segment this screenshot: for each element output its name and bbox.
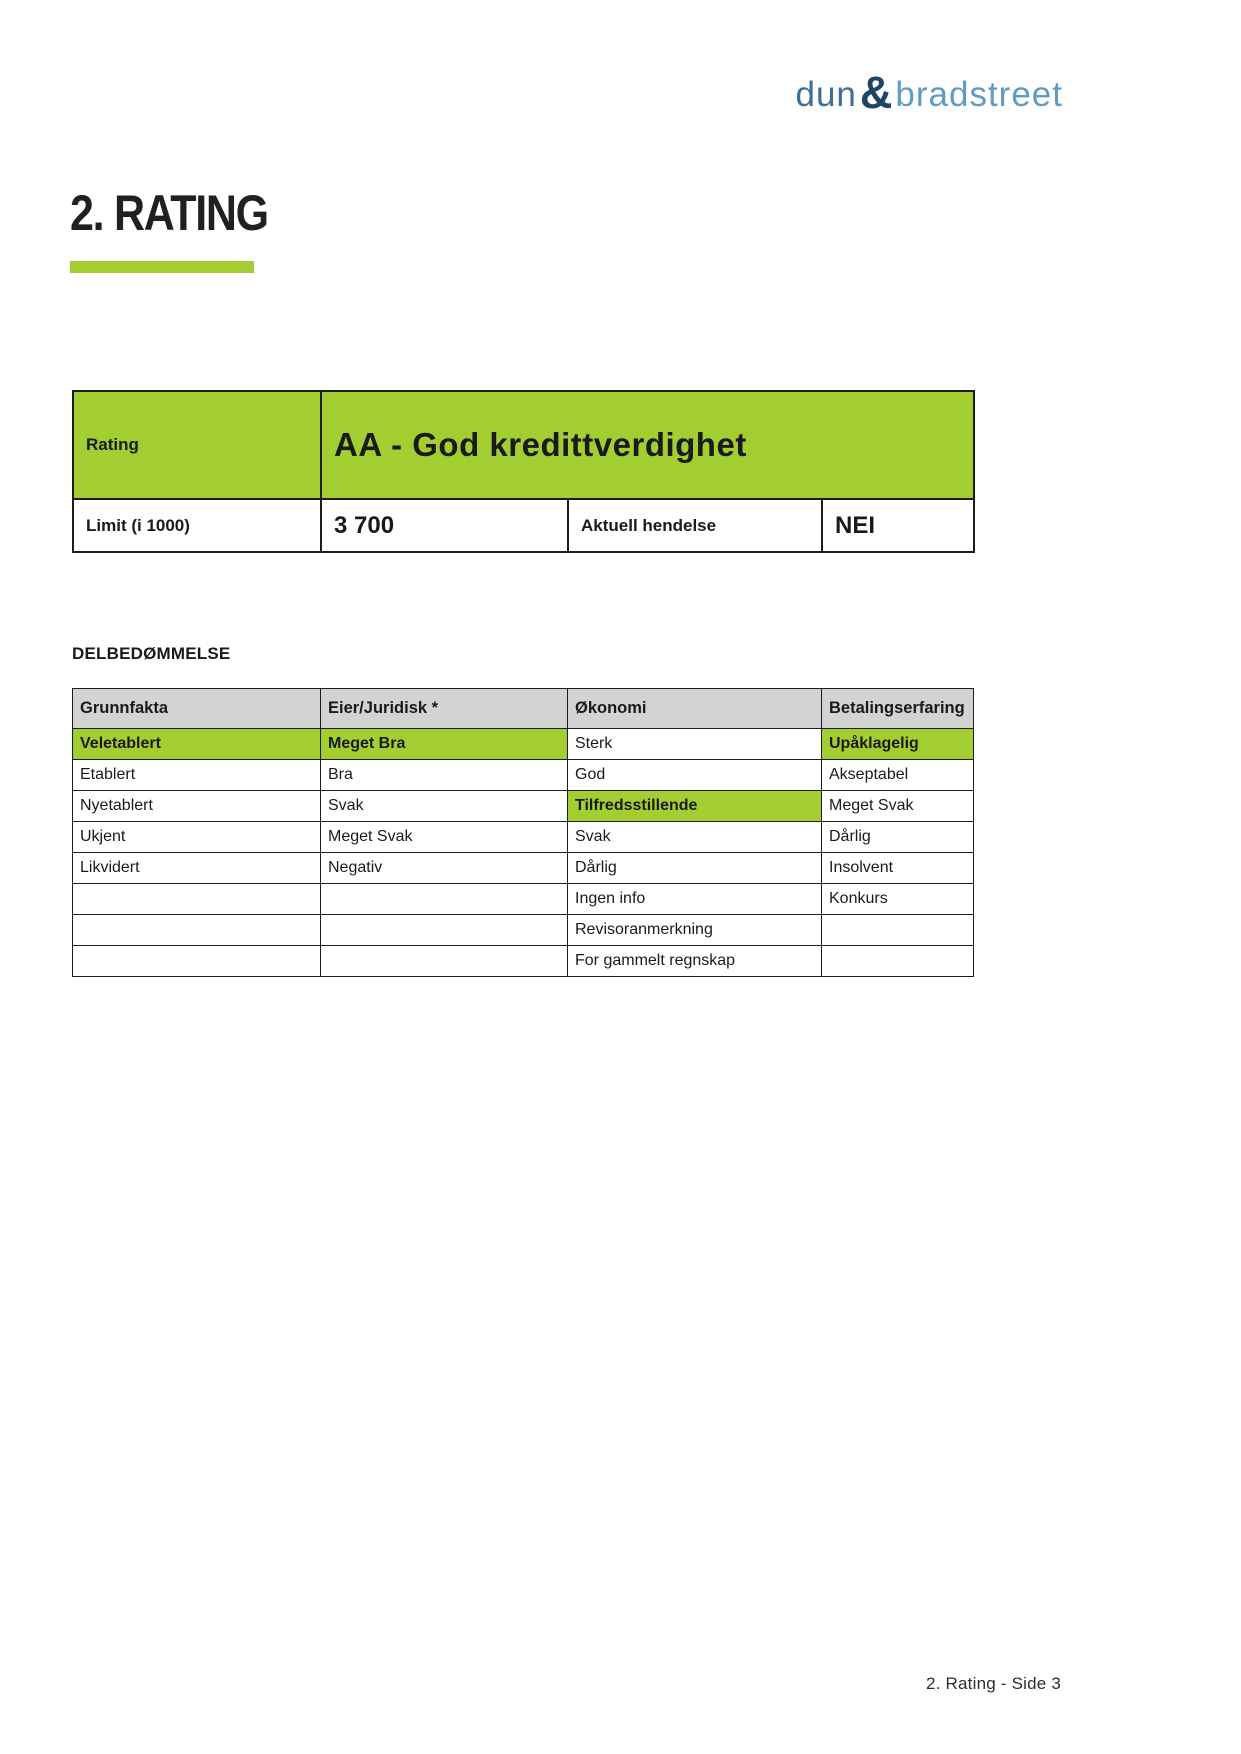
table-cell: Meget Svak: [822, 791, 974, 822]
column-header: Økonomi: [568, 689, 822, 729]
table-cell: Meget Svak: [321, 822, 568, 853]
rating-summary-table: [72, 390, 975, 553]
column-header: Betalingserfaring: [822, 689, 974, 729]
table-row: [73, 822, 974, 853]
table-cell: God: [568, 760, 822, 791]
table-cell: Ukjent: [73, 822, 321, 853]
ampersand-icon: &: [859, 67, 894, 118]
table-header-row: [73, 689, 974, 729]
table-cell: Etablert: [73, 760, 321, 791]
table-cell: [73, 915, 321, 946]
logo-word-bradstreet: bradstreet: [895, 75, 1063, 114]
table-row: [73, 884, 974, 915]
table-cell: [321, 884, 568, 915]
table-cell: Bra: [321, 760, 568, 791]
column-header: Grunnfakta: [73, 689, 321, 729]
logo-word-dun: dun: [795, 75, 857, 114]
table-cell: Revisoranmerkning: [568, 915, 822, 946]
table-cell: [822, 915, 974, 946]
title-underline-bar: [70, 261, 254, 273]
dun-bradstreet-logo: [795, 67, 1064, 119]
rating-label: Rating: [73, 391, 321, 499]
column-header: Eier/Juridisk *: [321, 689, 568, 729]
rating-value: AA - God kredittverdighet: [321, 391, 974, 499]
table-cell: Ingen info: [568, 884, 822, 915]
table-row: [73, 853, 974, 884]
table-cell: Meget Bra: [321, 729, 568, 760]
delbedommelse-table: [72, 688, 974, 977]
table-cell: [73, 946, 321, 977]
table-cell: Svak: [568, 822, 822, 853]
table-cell: Insolvent: [822, 853, 974, 884]
table-cell: Dårlig: [822, 822, 974, 853]
page-footer: 2. Rating - Side 3: [926, 1674, 1061, 1693]
aktuell-hendelse-value: NEI: [822, 499, 974, 552]
table-cell: Dårlig: [568, 853, 822, 884]
table-cell: [822, 946, 974, 977]
rating-row: [73, 391, 974, 499]
table-cell: Negativ: [321, 853, 568, 884]
table-cell: Tilfredsstillende: [568, 791, 822, 822]
table-cell: Konkurs: [822, 884, 974, 915]
page-title: 2. RATING: [70, 185, 268, 241]
table-cell: For gammelt regnskap: [568, 946, 822, 977]
table-cell: Veletablert: [73, 729, 321, 760]
aktuell-hendelse-label: Aktuell hendelse: [568, 499, 822, 552]
table-cell: Upåklagelig: [822, 729, 974, 760]
table-row: [73, 791, 974, 822]
table-row: [73, 946, 974, 977]
table-row: [73, 760, 974, 791]
table-cell: Sterk: [568, 729, 822, 760]
table-cell: Likvidert: [73, 853, 321, 884]
table-cell: Nyetablert: [73, 791, 321, 822]
table-cell: Svak: [321, 791, 568, 822]
limit-label: Limit (i 1000): [73, 499, 321, 552]
table-cell: [321, 946, 568, 977]
table-cell: [73, 884, 321, 915]
table-cell: Akseptabel: [822, 760, 974, 791]
limit-value: 3 700: [321, 499, 568, 552]
table-row: [73, 729, 974, 760]
delbedommelse-title: DELBEDØMMELSE: [72, 644, 231, 663]
table-row: [73, 915, 974, 946]
limit-row: [73, 499, 974, 552]
table-cell: [321, 915, 568, 946]
